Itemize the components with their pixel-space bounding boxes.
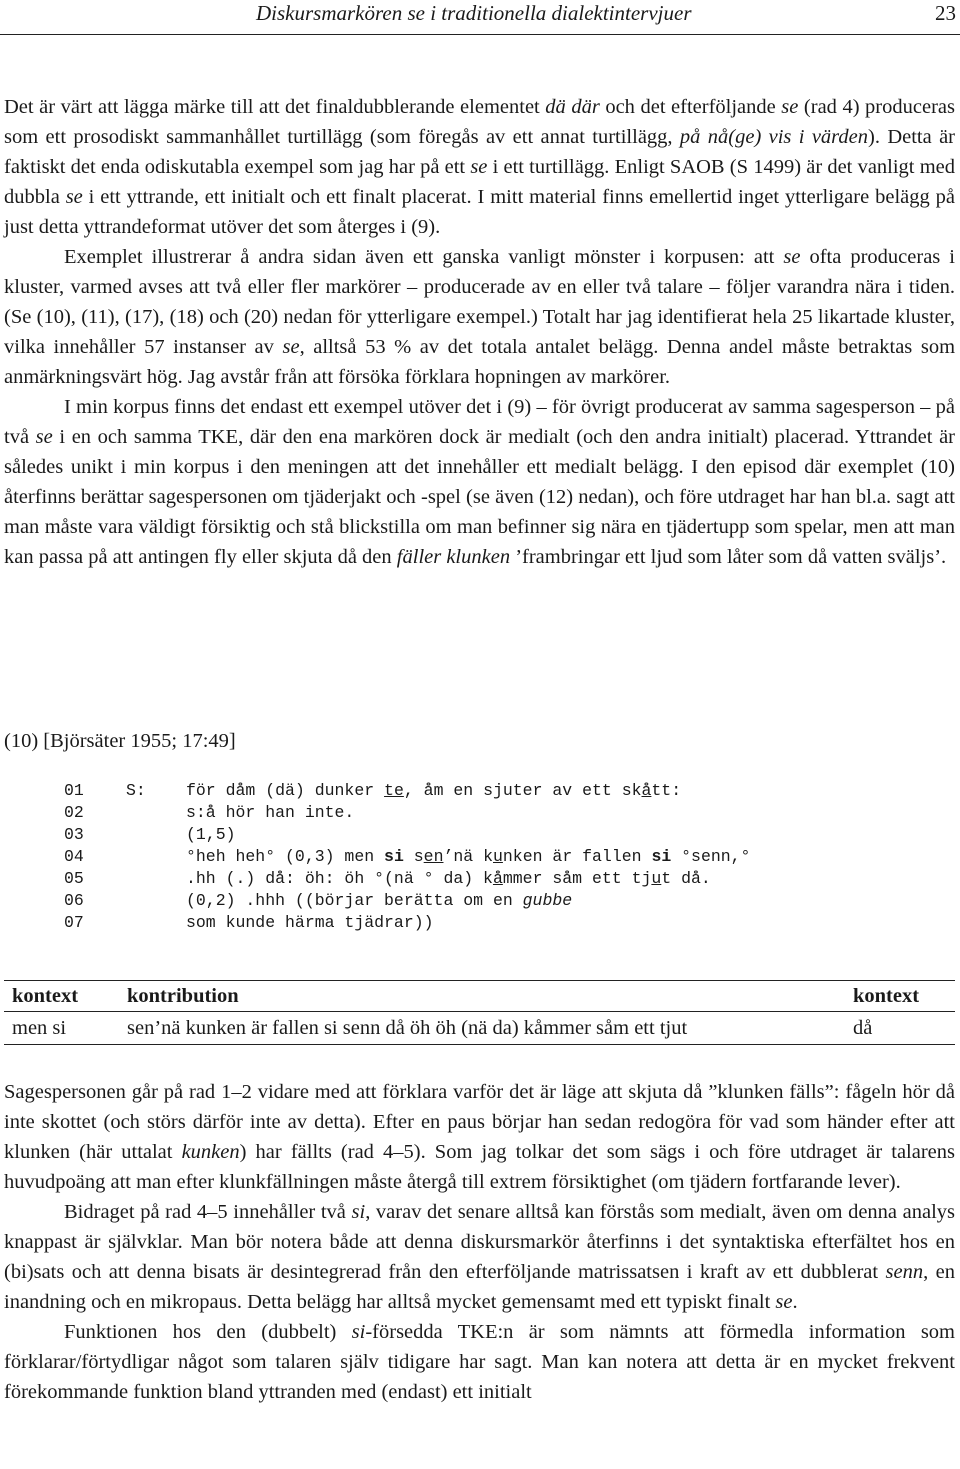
text-segment: ’nä k: [443, 847, 493, 866]
text-segment: se: [783, 246, 801, 268]
text-segment: Funktionen hos den (dubbelt): [64, 1321, 352, 1343]
text-segment: , varav det senare alltså kan förstås som medialt, även om denna analys knappast är självklar. Man bör notera både att denna diskursmarkör återfinns i det syntaktiska efterfältet hos en (bi)sats och att denna bisats är desintegrerad från den efterföljande matrissatsen i kraft av ett dubblerat: [4, 1201, 955, 1283]
header-context-left: kontext: [4, 981, 119, 1012]
header-context-right: kontext: [845, 981, 955, 1012]
transcript-line: [64, 912, 944, 934]
text-segment: som kunde härma tjädrar)): [186, 913, 434, 932]
text-segment: se: [470, 156, 488, 178]
body-bottom: [4, 1077, 955, 1407]
context-table-header: [4, 981, 955, 1012]
text-segment: , en inandning och en mikropaus. Detta belägg har alltså mycket gemensamt med ett typiskt finalt: [4, 1261, 955, 1313]
text-segment: fäller klunken: [396, 546, 511, 568]
text-segment: te: [384, 781, 404, 800]
running-header: [0, 0, 960, 35]
cell-context-left: men si: [4, 1012, 119, 1045]
text-segment: Exemplet illustrerar å andra sidan även ett ganska vanligt mönster i korpusen: att: [64, 246, 784, 268]
paragraph: [4, 1197, 955, 1317]
text-segment: å: [492, 869, 503, 888]
transcript: [64, 780, 944, 934]
text-segment: (1,5): [186, 825, 236, 844]
line-number: 03: [64, 825, 84, 844]
line-text: [186, 825, 236, 844]
text-segment: u: [651, 869, 662, 888]
text-segment: I min korpus finns det endast ett exempel utöver det i (9) – för övrigt producerat av samma sagesperson – på två: [4, 396, 955, 448]
line-number: 02: [64, 803, 84, 822]
text-segment: kunken: [181, 1141, 240, 1163]
text-segment: si: [351, 1201, 366, 1223]
text-segment: nken är fallen: [502, 847, 652, 866]
line-text: [186, 913, 434, 932]
text-segment: en: [423, 847, 444, 866]
text-segment: i ett yttrande, ett initialt och ett finalt placerat. I mitt material finns emellertid inget ytterligare belägg på just detta yttrandeformat utöver det som återges i (9).: [4, 186, 955, 238]
transcript-line: [64, 780, 944, 802]
text-segment: °heh heh° (0,3) men: [186, 847, 385, 866]
line-number: 04: [64, 847, 84, 866]
paragraph: [4, 392, 955, 572]
text-segment: på nå(ge) vis i värden: [679, 126, 868, 148]
context-table: [4, 980, 955, 1045]
text-segment: senn: [885, 1261, 924, 1283]
line-text: [186, 781, 681, 800]
text-segment: si: [384, 847, 404, 866]
text-segment: (0,2) .hhh ((börjar berätta om en: [186, 891, 523, 910]
text-segment: se: [775, 1291, 793, 1313]
text-segment: si: [651, 847, 672, 866]
text-segment: (rad 4) produceras som ett prosodiskt sammanhållet turtillägg (som föregås av ett annat turtillägg,: [4, 96, 955, 148]
text-segment: .: [792, 1291, 798, 1313]
text-segment: u: [493, 847, 503, 866]
paragraph: [4, 242, 955, 392]
text-segment: -försedda TKE:n är som nämnts att förmedla information som förklarar/förtydligar något som talaren själv tidigare har sagt. Man kan notera att detta är en mycket frekvent förekommande funktion bland yttranden med (endast) ett initialt: [4, 1321, 955, 1403]
cell-context-right: då: [845, 1012, 955, 1045]
transcript-line: [64, 846, 944, 868]
body-top: [4, 92, 955, 572]
running-title: Diskursmarkören se i traditionella dialektintervjuer: [256, 1, 692, 25]
text-segment: s:å hör han inte.: [186, 803, 355, 822]
text-segment: s: [403, 847, 424, 866]
line-number: 05: [64, 869, 84, 888]
line-number: 06: [64, 891, 84, 910]
text-segment: se: [282, 336, 300, 358]
text-segment: , alltså 53 % av det totala antalet belägg. Denna andel måste betraktas som anmärkningsvärt hög. Jag avstår från att försöka förklara hopningen av markörer.: [4, 336, 956, 388]
text-segment: , åm en sjuter av ett sk: [403, 781, 642, 800]
paragraph: [4, 1077, 955, 1197]
text-segment: i ett turtillägg. Enligt SAOB (S 1499) är det vanligt med dubbla: [4, 156, 955, 208]
text-segment: mmer såm ett tj: [502, 869, 652, 888]
text-segment: gubbe: [522, 891, 573, 910]
text-segment: och det efterföljande: [599, 96, 782, 118]
line-text: [186, 803, 354, 822]
paragraph: [4, 92, 955, 242]
text-segment: ’frambringar ett ljud som låter som då vatten sväljs’.: [510, 546, 947, 568]
text-segment: se: [35, 426, 53, 448]
text-segment: ) har fällts (rad 4–5). Som jag tolkar det som sägs i och före utdraget är talarens huvudpoäng att man efter klunkfällningen måste återgå till extrem försiktighet (om tjädern fortfarande lever).: [4, 1141, 955, 1193]
text-segment: se: [65, 186, 83, 208]
text-segment: å: [641, 781, 652, 800]
text-segment: för dåm (dä) dunker: [186, 781, 385, 800]
page-number: 23: [935, 1, 956, 25]
line-number: 07: [64, 913, 84, 932]
paragraph: [4, 1317, 955, 1407]
table-row: [4, 1012, 955, 1045]
text-segment: °senn,°: [671, 847, 751, 866]
text-segment: ofta produceras i kluster, varmed avses att två eller fler markörer – producerade av en eller två talare – följer varandra nära i tiden. (Se (10), (11), (17), (18) och (20) nedan för ytterligare exempel.) Totalt har jag identifierat hela 25 likartade kluster, vilka innehåller 57 instanser av: [4, 246, 955, 358]
text-segment: tt:: [651, 781, 682, 800]
transcript-line: [64, 802, 944, 824]
transcript-line: [64, 890, 944, 912]
line-number: 01: [64, 781, 84, 800]
line-text: [186, 891, 572, 910]
cell-contribution: sen’nä kunken är fallen si senn då öh öh (nä da) kåmmer såm ett tjut: [119, 1012, 845, 1045]
text-segment: Bidraget på rad 4–5 innehåller två: [64, 1201, 352, 1223]
line-text: [186, 847, 750, 866]
text-segment: Sagespersonen går på rad 1–2 vidare med att förklara varför det är läge att skjuta då ”klunken fälls”: fågeln hör då inte skottet (och störs därför inte av detta). Efter en paus börjar han sedan redogöra för vad som händer efter att klunken (här uttalat: [4, 1081, 955, 1163]
text-segment: si: [351, 1321, 366, 1343]
transcript-line: [64, 824, 944, 846]
transcript-line: [64, 868, 944, 890]
text-segment: Det är värt att lägga märke till att det finaldubblerande elementet: [4, 96, 546, 118]
speaker: S:: [126, 781, 146, 800]
line-text: [186, 869, 711, 888]
text-segment: t då.: [661, 869, 711, 888]
text-segment: se: [781, 96, 799, 118]
text-segment: dä där: [545, 96, 600, 118]
example-label: (10) [Björsäter 1955; 17:49]: [4, 730, 236, 752]
text-segment: .hh (.) då: öh: öh °(nä ° da) k: [186, 869, 493, 888]
text-segment: ). Detta är faktiskt det enda odiskutabla exempel som jag har på ett: [4, 126, 955, 178]
text-segment: i en och samma TKE, där den ena markören dock är medialt (och den andra initialt) placerad. Yttrandet är således unikt i min korpus i den meningen att det innehåller ett medialt belägg. I den episod där exemplet (10) återfinns berättar sagespersonen om tjäderjakt och -spel (se även (12) nedan), och före utdraget har han bl.a. sagt att man måste vara väldigt försiktig och stå blickstilla om man befinner sig nära en tjädertupp som spelar, men att man kan passa på att antingen fly eller skjuta då den: [4, 426, 955, 568]
header-contribution: kontribution: [119, 981, 845, 1012]
